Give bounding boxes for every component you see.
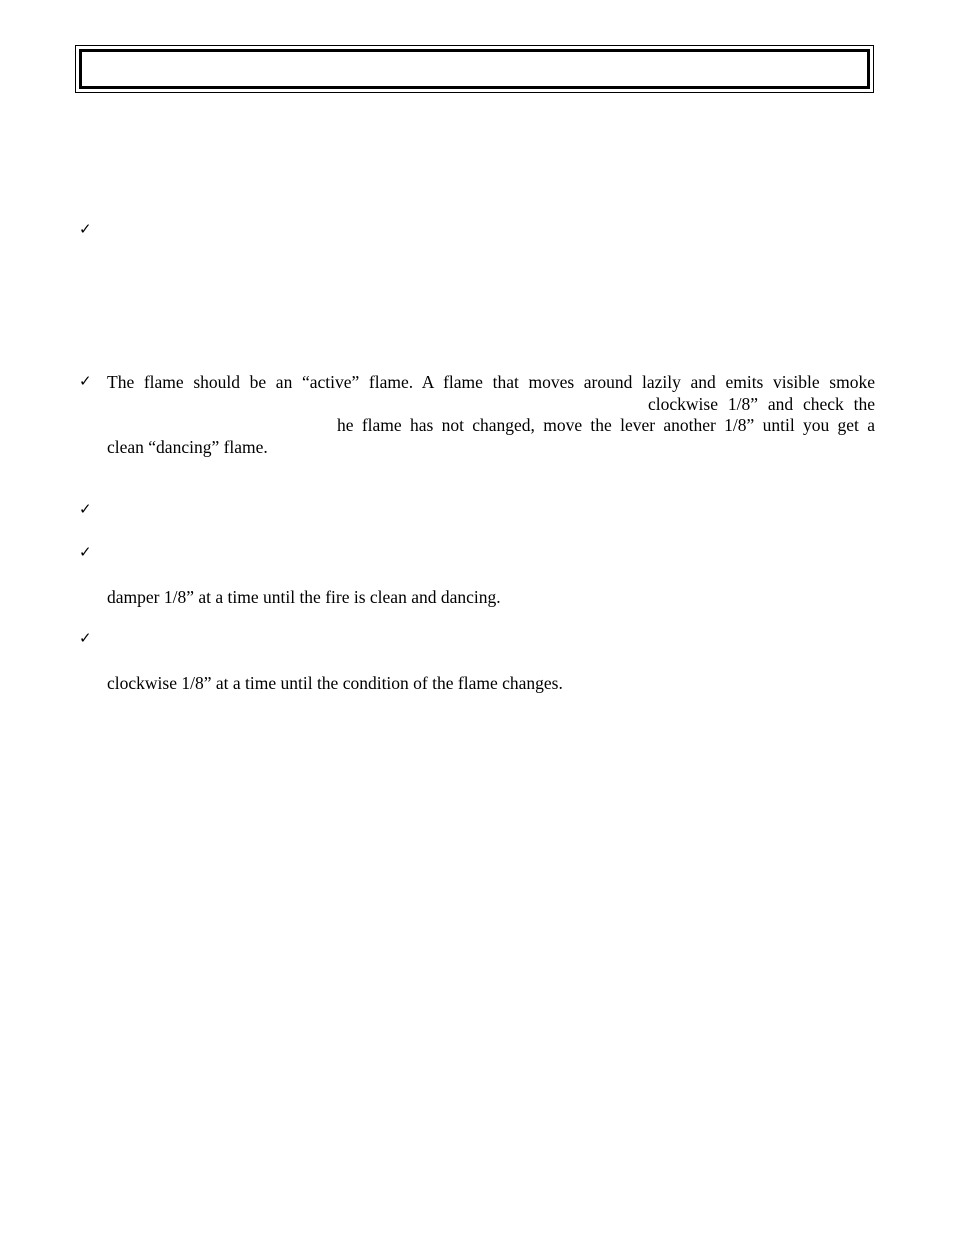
bullet-2-line-2: clockwise 1/8” and check the	[648, 394, 875, 414]
check-mark-icon: ✓	[79, 372, 92, 390]
section-title-box-inner	[79, 49, 870, 89]
bullet-2-line-1: The flame should be an “active” flame. A flame that moves around lazily and emits visible smoke	[107, 372, 875, 392]
check-mark-icon: ✓	[79, 543, 92, 561]
check-mark-icon: ✓	[79, 629, 92, 647]
bullet-2-line-4: clean “dancing” flame.	[107, 437, 268, 457]
section-title-box	[75, 45, 874, 93]
bullet-4-line: damper 1/8” at a time until the fire is clean and dancing.	[107, 587, 501, 607]
check-mark-icon: ✓	[79, 500, 92, 518]
bullet-5-line: clockwise 1/8” at a time until the condition of the flame changes.	[107, 673, 563, 693]
check-mark-icon: ✓	[79, 220, 92, 238]
bullet-2-line-3: he flame has not changed, move the lever another 1/8” until you get a	[337, 415, 875, 435]
